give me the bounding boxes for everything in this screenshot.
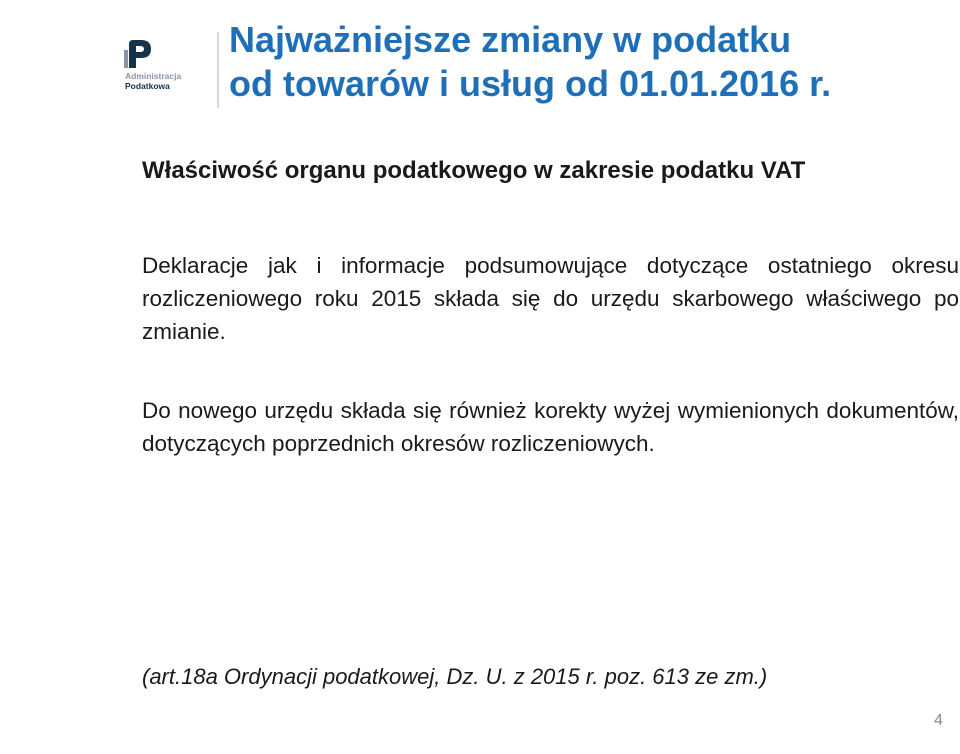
logo-text <box>125 71 181 91</box>
logo <box>118 38 208 98</box>
legal-citation: (art.18a Ordynacji podatkowej, Dz. U. z 2015 r. poz. 613 ze zm.) <box>142 664 768 689</box>
slide-title-line-1: Najważniejsze zmiany w podatku <box>229 19 792 60</box>
paragraph-declarations: Deklaracje jak i informacje podsumowujące dotyczące ostatniego okresu rozliczeniowego roku 2015 składa się do urzędu skarbowego właściwego po zmianie. <box>142 253 959 344</box>
header-separator <box>217 32 219 108</box>
section-heading: Właściwość organu podatkowego w zakresie podatku VAT <box>142 157 806 184</box>
page-number: 4 <box>934 712 943 729</box>
slide-title <box>229 18 831 106</box>
paragraph-corrections: Do nowego urzędu składa się również korekty wyżej wymienionych dokumentów, dotyczących poprzednich okresów rozliczeniowych. <box>142 398 959 456</box>
logo-line-administracja: Administracja <box>125 71 182 81</box>
slide-title-line-2: od towarów i usług od 01.01.2016 r. <box>229 63 832 104</box>
administracja-podatkowa-logo-icon <box>124 38 154 70</box>
logo-line-podatkowa: Podatkowa <box>125 81 170 91</box>
